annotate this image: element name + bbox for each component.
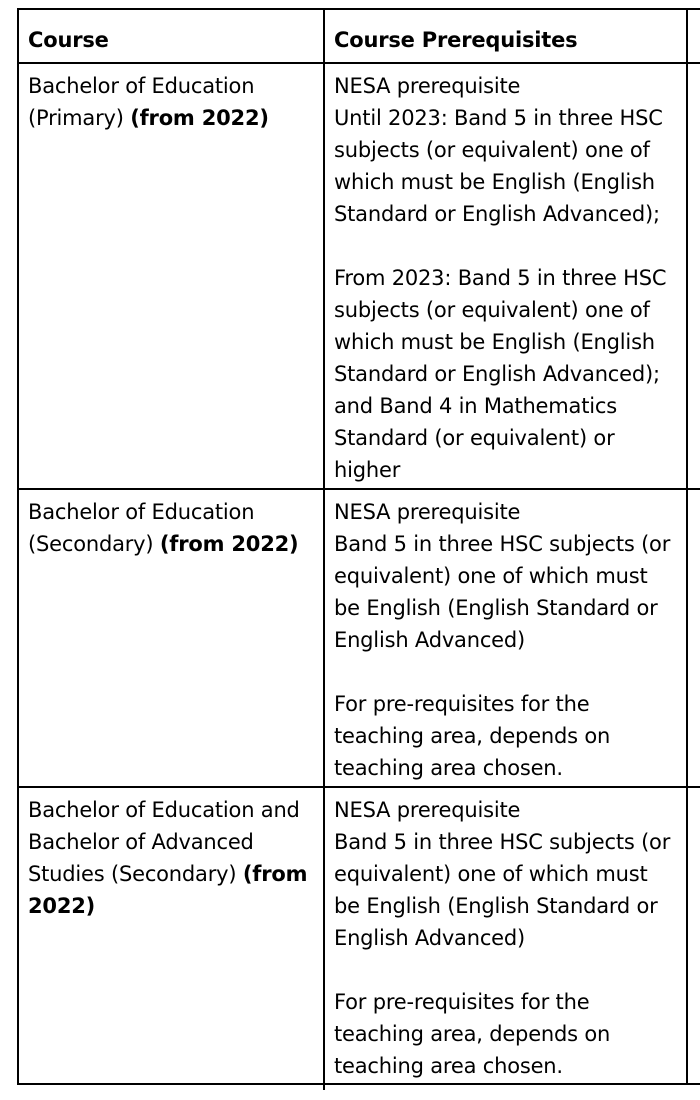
prereq-line: subjects (or equivalent) one of: [334, 298, 650, 322]
prereq-line: subjects (or equivalent) one of: [334, 138, 650, 162]
prerequisite-cell: [334, 794, 684, 1082]
table-bottom-border: [17, 1083, 700, 1085]
prereq-heading: NESA prerequisite: [334, 500, 521, 524]
prereq-line: Until 2023: Band 5 in three HSC: [334, 106, 663, 130]
prerequisite-cell: [334, 496, 684, 784]
prereq-line: Standard (or equivalent) or: [334, 426, 615, 450]
table-row: [28, 794, 318, 922]
course-name-text: Studies (Secondary): [28, 862, 243, 886]
prereq-line: Standard or English Advanced);: [334, 362, 660, 386]
prereq-line: Standard or English Advanced);: [334, 202, 660, 226]
prereq-line: Band 5 in three HSC subjects (or: [334, 830, 671, 854]
course-year-badge: 2022): [28, 894, 96, 918]
column-divider: [323, 8, 325, 1090]
prereq-heading: NESA prerequisite: [334, 74, 521, 98]
course-name-line: Bachelor of Education: [28, 500, 255, 524]
course-name-line: Bachelor of Education: [28, 74, 255, 98]
row-divider-1: [17, 488, 700, 490]
course-name-line: [28, 528, 318, 560]
prereq-line: From 2023: Band 5 in three HSC: [334, 266, 667, 290]
table-row: [28, 496, 318, 560]
prereq-line: For pre-requisites for the: [334, 692, 590, 716]
paragraph-gap: [334, 656, 684, 688]
prereq-line: be English (English Standard or: [334, 596, 658, 620]
course-name-line: Bachelor of Education and: [28, 798, 300, 822]
prereq-line: equivalent) one of which must: [334, 862, 648, 886]
prereq-line: English Advanced): [334, 628, 526, 652]
table-row: [28, 70, 318, 134]
prereq-line: teaching area, depends on: [334, 1022, 611, 1046]
course-name-text: (Secondary): [28, 532, 160, 556]
prereq-line: teaching area chosen.: [334, 756, 563, 780]
prereq-line: For pre-requisites for the: [334, 990, 590, 1014]
prereq-line: higher: [334, 458, 401, 482]
table-right-border: [686, 8, 688, 1085]
paragraph-gap: [334, 954, 684, 986]
course-year-badge: (from 2022): [130, 106, 269, 130]
prereq-line: and Band 4 in Mathematics: [334, 394, 617, 418]
prereq-line: Band 5 in three HSC subjects (or: [334, 532, 671, 556]
course-name-line: [28, 102, 318, 134]
prereq-line: teaching area, depends on: [334, 724, 611, 748]
course-name-line: [28, 858, 318, 890]
course-year-badge: (from: [242, 862, 308, 886]
prereq-line: teaching area chosen.: [334, 1054, 563, 1078]
course-name-line: Bachelor of Advanced: [28, 830, 254, 854]
prerequisite-cell: [334, 70, 684, 486]
header-prerequisites: Course Prerequisites: [334, 28, 578, 52]
prereq-line: which must be English (English: [334, 170, 655, 194]
course-name-text: (Primary): [28, 106, 131, 130]
prereq-heading: NESA prerequisite: [334, 798, 521, 822]
prereq-line: equivalent) one of which must: [334, 564, 648, 588]
table-left-border: [17, 8, 19, 1085]
course-year-badge: (from 2022): [159, 532, 299, 556]
table-top-border: [17, 8, 700, 10]
row-divider-2: [17, 786, 700, 788]
header-row-divider: [17, 62, 700, 64]
prereq-line: be English (English Standard or: [334, 894, 658, 918]
prereq-line: English Advanced): [334, 926, 526, 950]
header-course: Course: [28, 28, 109, 52]
paragraph-gap: [334, 230, 684, 262]
prereq-line: which must be English (English: [334, 330, 655, 354]
